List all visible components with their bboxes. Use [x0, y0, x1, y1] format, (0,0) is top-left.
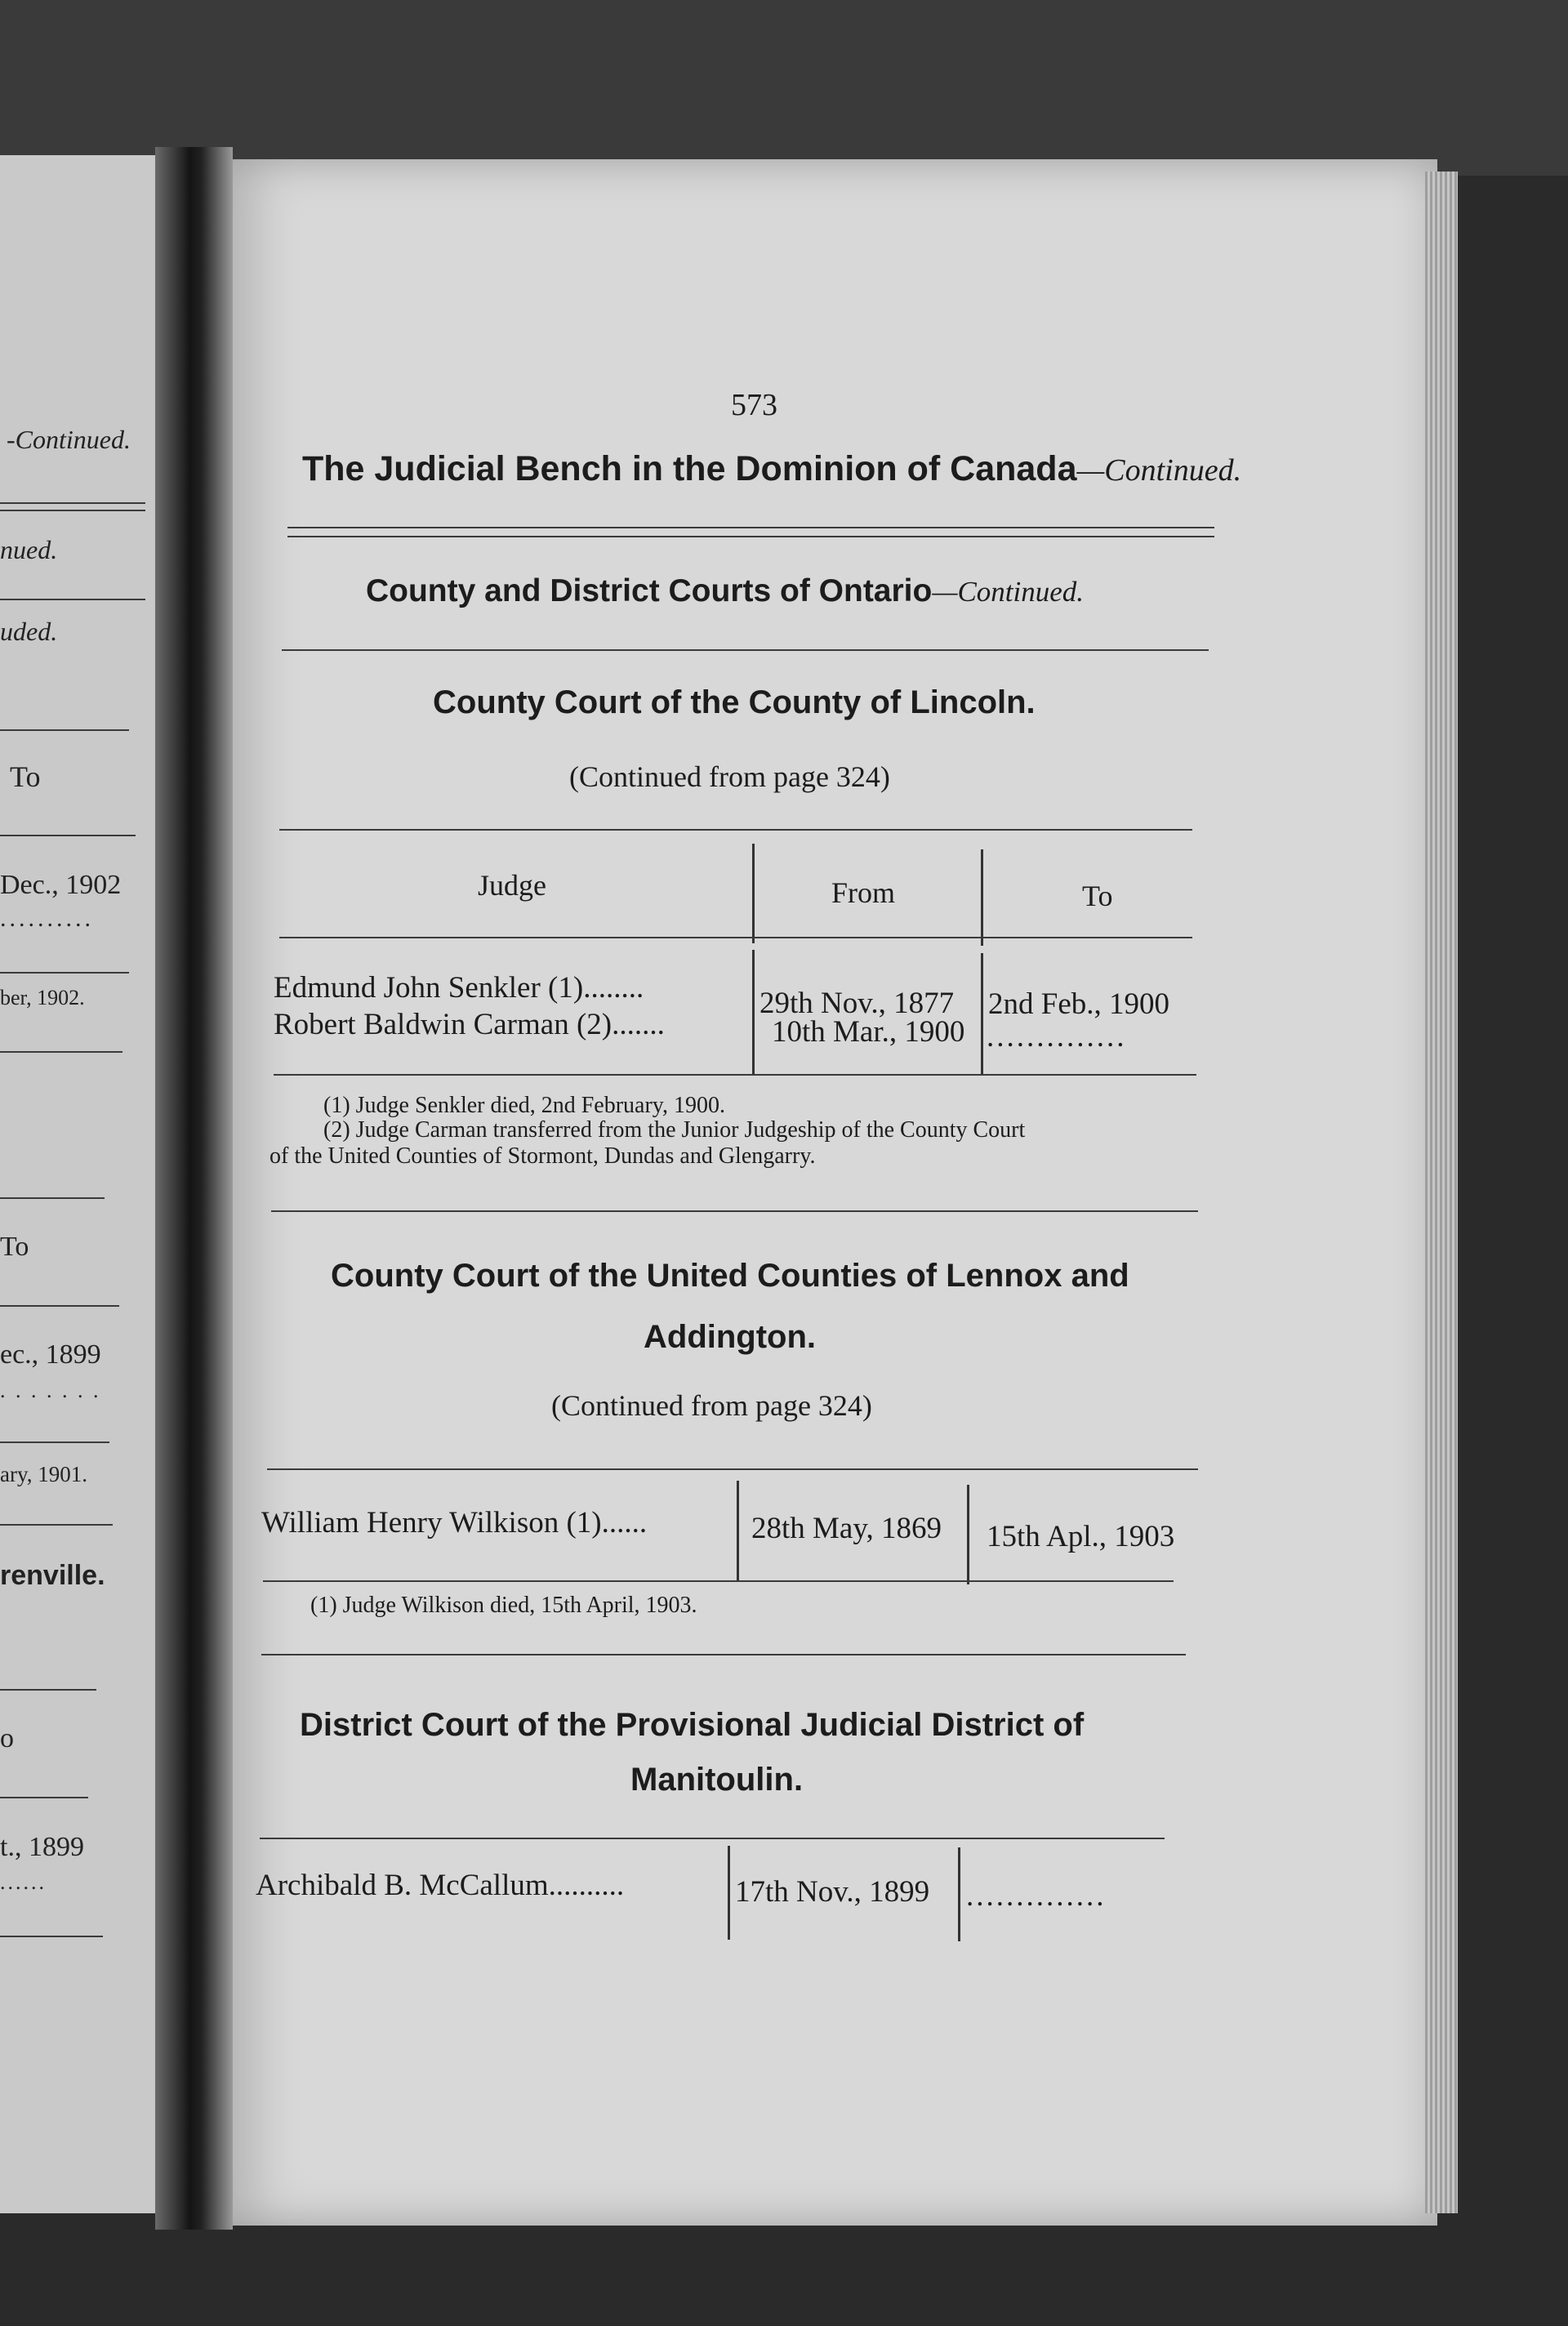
lincoln-note-2-cont: of the United Counties of Stormont, Dundas and Glengarry. [270, 1143, 816, 1169]
column-divider [958, 1847, 960, 1941]
background-dark [0, 0, 1568, 176]
left-rule [0, 1797, 88, 1798]
lincoln-row-2-to: .............. [987, 1020, 1127, 1054]
section-rule [261, 1654, 1186, 1655]
left-dots-2: . . . . . . . [0, 1379, 101, 1402]
column-header-judge: Judge [478, 869, 546, 902]
double-rule-top [287, 527, 1214, 528]
column-divider [981, 849, 983, 946]
lincoln-row-1-judge: Edmund John Senkler (1)........ [274, 971, 644, 1005]
lennox-continued: (Continued from page 324) [551, 1389, 872, 1422]
lincoln-note-2: (2) Judge Carman transferred from the Junior Judgeship of the County Court [323, 1117, 1026, 1143]
column-divider [737, 1481, 739, 1580]
page-title-main: The Judicial Bench in the Dominion of Canada [302, 449, 1077, 488]
section-title-suffix: —Continued. [932, 576, 1085, 608]
left-rule [0, 1524, 113, 1526]
left-o: o [0, 1723, 14, 1753]
book-gutter [155, 147, 233, 2230]
lincoln-header-rule [279, 937, 1192, 938]
section-title [366, 573, 1084, 609]
left-rule [0, 599, 145, 600]
section-rule [271, 1210, 1198, 1212]
left-rule [0, 1197, 105, 1199]
column-header-from: From [831, 876, 896, 909]
double-rule-bottom [287, 536, 1214, 537]
column-divider [967, 1485, 969, 1584]
left-ec-1899: ec., 1899 [0, 1339, 101, 1370]
page-title [302, 449, 1241, 489]
lennox-note: (1) Judge Wilkison died, 15th April, 1903. [310, 1593, 697, 1618]
left-rule [0, 1441, 109, 1443]
left-ber-1902: ber, 1902. [0, 986, 85, 1009]
lincoln-row-1-from: 29th Nov., 1877 [760, 987, 955, 1020]
column-divider [981, 953, 983, 1074]
left-continued-3: uded. [0, 617, 58, 646]
left-continued-2: nued. [0, 535, 58, 564]
lennox-row-from: 28th May, 1869 [751, 1512, 942, 1545]
left-rule [0, 729, 129, 731]
left-rule [0, 502, 145, 504]
lennox-row-to: 15th Apl., 1903 [987, 1520, 1175, 1553]
lincoln-note-1: (1) Judge Senkler died, 2nd February, 1900. [323, 1093, 725, 1118]
manitoulin-title-line-2: Manitoulin. [630, 1762, 804, 1798]
column-divider [728, 1846, 730, 1940]
page-edges [1425, 172, 1458, 2213]
column-divider [752, 950, 755, 1074]
left-rule [0, 1689, 96, 1691]
left-continued-1: -Continued. [7, 425, 131, 454]
left-rule [0, 1936, 103, 1937]
left-renville: renville. [0, 1560, 105, 1591]
lincoln-row-2-judge: Robert Baldwin Carman (2)....... [274, 1008, 665, 1041]
column-divider [752, 844, 755, 943]
lennox-table-bottom-rule [263, 1580, 1174, 1582]
left-rule [0, 835, 136, 836]
lincoln-row-1-to: 2nd Feb., 1900 [988, 987, 1169, 1021]
left-dots-1: .......... [0, 905, 94, 932]
lincoln-table-bottom-rule [274, 1074, 1196, 1076]
lennox-title-line-2: Addington. [644, 1319, 817, 1355]
manitoulin-row-judge: Archibald B. McCallum.......... [256, 1869, 625, 1902]
left-rule [0, 1051, 122, 1053]
page-title-suffix: —Continued. [1076, 453, 1242, 488]
manitoulin-table-top-rule [260, 1838, 1165, 1839]
lennox-row-judge: William Henry Wilkison (1)...... [261, 1506, 648, 1540]
manitoulin-row-from: 17th Nov., 1899 [735, 1875, 930, 1909]
manitoulin-title-line-1: District Court of the Provisional Judicial District of [300, 1707, 1085, 1743]
left-rule [0, 972, 129, 974]
left-to-1: To [10, 760, 41, 793]
lincoln-continued: (Continued from page 324) [569, 760, 890, 793]
left-to-2: To [0, 1232, 29, 1262]
left-dec-1902: Dec., 1902 [0, 870, 122, 900]
left-rule [0, 510, 145, 511]
left-rule [0, 1305, 119, 1307]
left-t-1899: t., 1899 [0, 1832, 84, 1862]
lennox-table-top-rule [267, 1468, 1198, 1470]
left-dots-3: ...... [0, 1870, 47, 1894]
lincoln-row-2-from: 10th Mar., 1900 [772, 1015, 965, 1049]
left-ary-1901: ary, 1901. [0, 1462, 87, 1486]
column-header-to: To [1082, 880, 1113, 912]
page-number: 573 [731, 388, 777, 422]
manitoulin-row-to: .............. [966, 1879, 1107, 1913]
lincoln-table-top-rule [279, 829, 1192, 831]
lincoln-title: County Court of the County of Lincoln. [433, 684, 1036, 720]
section-rule [282, 649, 1209, 651]
section-title-main: County and District Courts of Ontario [366, 573, 933, 608]
lennox-title-line-1: County Court of the United Counties of Lennox and [331, 1258, 1129, 1294]
